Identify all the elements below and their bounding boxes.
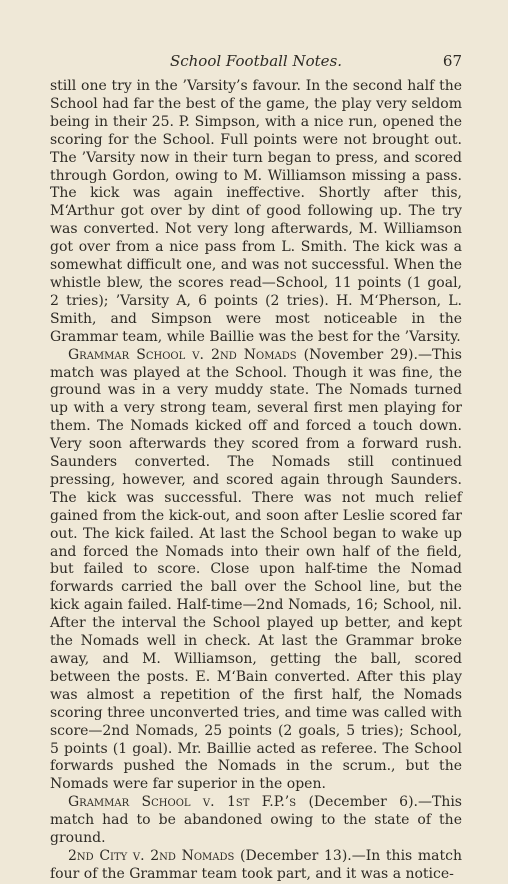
paragraph-text: (December 13).—In this match four of the Grammar team took part, and it was a notice-: [50, 847, 462, 882]
running-title: School Football Notes.: [169, 52, 343, 70]
match-heading: Grammar School v. 1st F.P.’s: [68, 794, 297, 811]
match-heading: 2nd City v. 2nd Nomads: [68, 847, 235, 864]
page-number: 67: [442, 52, 462, 70]
paragraph-text: (December 6).—This match had to be abandoned owing to the state of the ground.: [50, 794, 462, 847]
match-heading: Grammar School v. 2nd Nomads: [68, 346, 297, 363]
paragraph: [50, 848, 462, 884]
paragraph-text: still one try in the ’Varsity’s favour. In the second half the School had far the best of the game, the play very seldom being in their 25. P. Simpson, with a nice run, opened the scoring for the School. Full points were not brought out. The ’Varsity now in their turn began to press, and scored through Gordon, owing to M. Williamson missing a pass. The kick was again ineffective. Shortly after this, M‘Arthur got over by dint of good following up. The try was converted. Not very long afterwards, M. Williamson got over from a nice pass from L. Smith. The kick was a somewhat difficult one, and was not successful. When the whistle blew, the scores read—School, 11 points (1 goal, 2 tries); ’Varsity A, 6 points (2 tries). H. M‘Pherson, L. Smith, and Simpson were most noticeable in the Grammar team, while Baillie was the best for the ’Varsity.: [50, 78, 462, 345]
paragraph: [50, 347, 462, 795]
page-header: [50, 50, 462, 74]
paragraph: [50, 78, 462, 347]
paragraph-text: (November 29).—This match was played at the School. Though it was fine, the ground was in a very muddy state. The Nomads turned up with a very strong team, several first men playing for them. The Nomads kicked off and forced a touch down. Very soon afterwards they scored from a forward rush. Saunders converted. The Nomads still continued pressing, however, and scored again through Saunders. The kick was successful. There was not much relief gained from the kick-out, and soon after Leslie scored far out. The kick failed. At last the School began to wake up and forced the Nomads into their own half of the field, but failed to score. Close upon half-time the Nomad forwards carried the ball over the School line, but the kick again failed. Half-time—2nd Nomads, 16; School, nil. After the interval the School played up better, and kept the Nomads well in check. At last the Grammar broke away, and M. Williamson, getting the ball, scored between the posts. E. M‘Bain converted. After this play was almost a repetition of the first half, the Nomads scoring three unconverted tries, and time was called with score—2nd Nomads, 25 points (2 goals, 5 tries); School, 5 points (1 goal). Mr. Baillie acted as referee. The School forwards pushed the Nomads in the scrum., but the Nomads were far superior in the open.: [50, 346, 462, 793]
body-text: [50, 78, 462, 884]
